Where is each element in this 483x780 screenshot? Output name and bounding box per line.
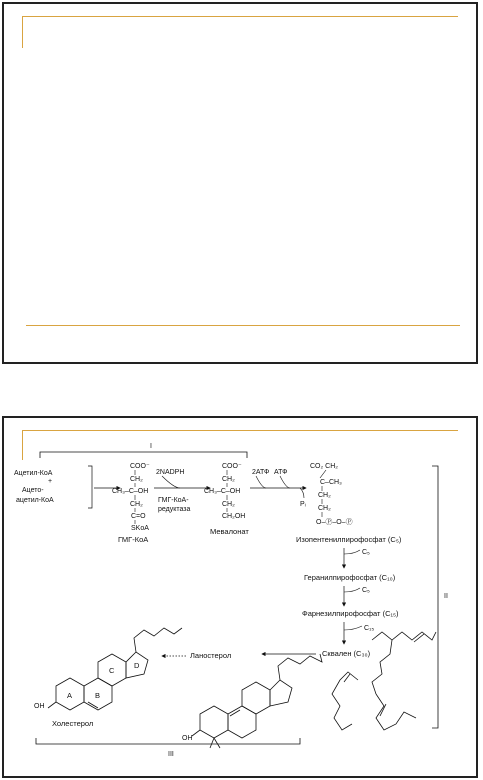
mev-line-2: CH₂	[222, 476, 235, 483]
slide-2-frame	[2, 416, 478, 778]
slide-1-bottom-rule	[26, 325, 460, 326]
ipp-structure	[296, 463, 402, 544]
lanosterol-name: Ланостерол	[190, 651, 232, 660]
c15-label: C₁₅	[364, 625, 375, 632]
lanosterol-oh: OH	[182, 735, 193, 742]
ipp-line-5: O–Ⓟ–O–Ⓟ	[316, 519, 353, 526]
hmg-line-2: CH₂	[130, 476, 143, 483]
cholesterol-synthesis-diagram	[4, 418, 480, 780]
left-inputs	[14, 466, 120, 508]
geranyl-pp: Геранилпирофосфат (C₁₀)	[304, 573, 396, 582]
mev-line-3: CH₃–C–OH	[204, 488, 241, 495]
mevalonate-name: Мевалонат	[210, 527, 249, 536]
input-plus: +	[48, 478, 53, 485]
hmg-line-4: CH₂	[130, 501, 143, 508]
hmg-line-5: C=O	[131, 513, 146, 520]
ring-a-label: A	[67, 691, 73, 700]
ring-c-label: C	[109, 666, 115, 675]
slide-1-top-rule-tick	[22, 16, 23, 48]
c5-label-a: C₅	[362, 549, 370, 556]
atp-steps	[250, 469, 306, 508]
reductase-enzyme-line-1: ГМГ-КоА-	[158, 497, 189, 504]
ipp-line-1: CO₂ CH₂	[310, 463, 338, 470]
reductase-enzyme-line-2: редуктаза	[158, 506, 191, 513]
bracket-i	[40, 443, 247, 458]
input-acetyl-coa: Ацетил-КоА	[14, 470, 53, 477]
mev-line-5: CH₂OH	[222, 513, 246, 520]
squalene-name: Сквален (C₃₀)	[322, 649, 371, 658]
slide-1-frame	[2, 2, 478, 364]
prenyl-chain	[302, 548, 399, 658]
farnesyl-pp: Фарнезилпирофосфат (C₁₅)	[302, 609, 399, 618]
bracket-ii	[432, 466, 448, 728]
hmg-line-6: SKoA	[131, 525, 149, 532]
mevalonate-structure	[204, 463, 249, 536]
hmg-coa-structure	[112, 463, 150, 544]
ipp-line-3: CH₂	[318, 492, 331, 499]
hmg-coa-name: ГМГ-КоА	[118, 535, 149, 544]
cofactor-nadph: 2NADPH	[156, 469, 185, 476]
input-acetoacetyl-coa: ацетил-КоА	[16, 497, 54, 504]
input-aceto: Ацето-	[22, 487, 44, 494]
lanosterol-to-cholesterol-arrow	[162, 651, 231, 660]
inorganic-phosphate: Pᵢ	[300, 501, 306, 508]
atp-label-1: 2АТФ	[252, 469, 270, 476]
lanosterol-skeleton	[192, 654, 322, 748]
ipp-line-2: C–CH₃	[320, 479, 342, 486]
cholesterol-oh: OH	[34, 703, 45, 710]
bracket-iii	[36, 738, 300, 758]
cholesterol-name: Холестерол	[52, 719, 94, 728]
hmg-line-1: COO⁻	[130, 463, 150, 470]
hmg-line-3: CH₃–C–OH	[112, 488, 149, 495]
ring-b-label: B	[95, 691, 101, 700]
bracket-i-label: I	[150, 443, 152, 450]
c5-label-b: C₅	[362, 587, 370, 594]
squalene-skeleton	[332, 632, 436, 730]
mev-line-4: CH₂	[222, 501, 235, 508]
atp-label-2: АТФ	[274, 469, 288, 476]
ipp-line-4: CH₂	[318, 505, 331, 512]
bracket-ii-label: II	[444, 593, 448, 600]
bracket-iii-label: III	[168, 751, 174, 758]
ring-d-label: D	[134, 661, 140, 670]
reductase-step	[154, 469, 210, 513]
mev-line-1: COO⁻	[222, 463, 242, 470]
slide-1-top-rule	[22, 16, 458, 17]
ipp-name: Изопентенилпирофосфат (C₅)	[296, 535, 402, 544]
